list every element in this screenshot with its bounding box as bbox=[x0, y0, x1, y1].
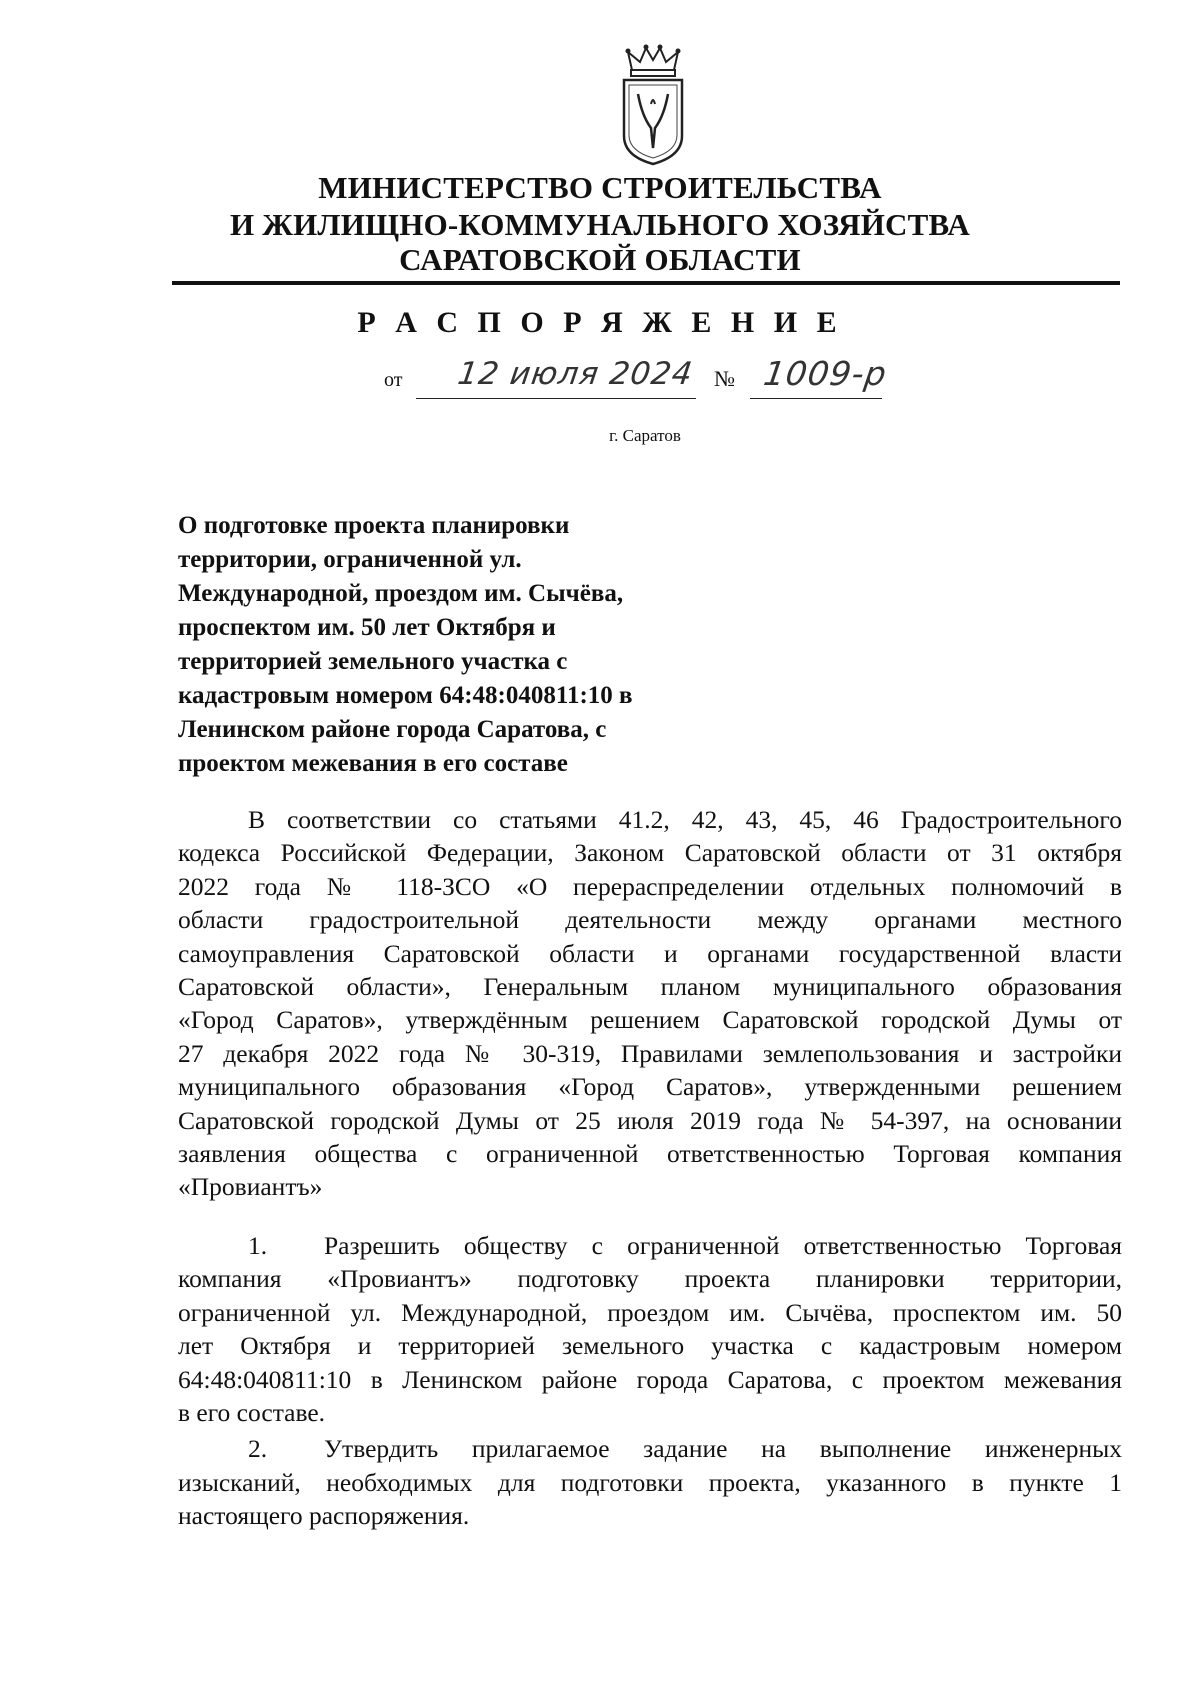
preamble-line: «Провиантъ» bbox=[178, 1172, 323, 1202]
preamble-paragraph bbox=[178, 803, 1122, 1204]
preamble-line: области градостроительной деятельности между органами местного bbox=[178, 905, 1122, 935]
number-underline bbox=[750, 398, 882, 399]
date-underline bbox=[416, 398, 696, 399]
preamble-line: 27 декабря 2022 года № 30-319, Правилами землепользования и застройки bbox=[178, 1038, 1122, 1068]
item-number: 1. bbox=[248, 1231, 268, 1260]
preamble-line: заявления общества с ограниченной ответственностью Торговая компания bbox=[178, 1139, 1122, 1169]
preamble-line: Саратовской городской Думы от 25 июля 2019 года № 54-397, на основании bbox=[178, 1105, 1122, 1135]
preamble-line: кодекса Российской Федерации, Законом Саратовской области от 31 октября bbox=[178, 838, 1122, 868]
header-rule bbox=[172, 281, 1120, 285]
org-name-line-2: И ЖИЛИЩНО-КОММУНАЛЬНОГО ХОЗЯЙСТВА bbox=[229, 207, 971, 242]
subject-line: проспектом им. 50 лет Октября и bbox=[178, 614, 556, 641]
item-line: Разрешить обществу с ограниченной ответственностью Торговая bbox=[324, 1231, 1122, 1260]
item-line: лет Октября и территорией земельного участка с кадастровым номером bbox=[178, 1331, 1122, 1361]
preamble-line: самоуправления Саратовской области и органами государственной власти bbox=[178, 938, 1122, 968]
subject-line: кадастровым номером 64:48:040811:10 в bbox=[178, 682, 633, 709]
item-line: настоящего распоряжения. bbox=[178, 1501, 470, 1531]
org-name-line-3: САРАТОВСКОЙ ОБЛАСТИ bbox=[399, 242, 801, 277]
subject-line: О подготовке проекта планировки bbox=[178, 512, 570, 539]
coat-of-arms-icon bbox=[618, 44, 688, 166]
item-line: Утвердить прилагаемое задание на выполнение инженерных bbox=[324, 1434, 1122, 1464]
preamble-line: «Город Саратов», утверждённым решением Саратовской городской Думы от bbox=[178, 1005, 1122, 1035]
order-item-2 bbox=[178, 1432, 1122, 1532]
number-label: № bbox=[714, 366, 735, 391]
handwritten-date: 12 июля 2024 bbox=[455, 356, 696, 392]
subject-line: Ленинском районе города Саратова, с bbox=[178, 716, 607, 743]
subject-line: Международной, проездом им. Сычёва, bbox=[178, 580, 624, 607]
order-item-1 bbox=[178, 1229, 1122, 1429]
document-type: Р А С П О Р Я Ж Е Н И Е bbox=[357, 306, 843, 339]
preamble-line: 2022 года № 118-ЗСО «О перераспределении отдельных полномочий в bbox=[178, 871, 1122, 901]
subject-line: проектом межевания в его составе bbox=[178, 750, 568, 777]
city: г. Саратов bbox=[609, 426, 681, 445]
date-label: от bbox=[384, 369, 403, 391]
item-line: компания «Провиантъ» подготовку проекта планировки территории, bbox=[178, 1264, 1122, 1294]
preamble-line: муниципального образования «Город Саратов», утвержденными решением bbox=[178, 1072, 1122, 1102]
order-items bbox=[178, 1229, 1122, 1533]
document-subject bbox=[178, 509, 698, 781]
preamble-line: В соответствии со статьями 41.2, 42, 43, 45, 46 Градостроительного bbox=[248, 805, 1122, 834]
item-line: 64:48:040811:10 в Ленинском районе города Саратова, с проектом межевания bbox=[178, 1364, 1122, 1394]
item-line: в его составе. bbox=[178, 1398, 326, 1428]
subject-line: территории, ограниченной ул. bbox=[178, 546, 522, 573]
item-line: ограниченной ул. Международной, проездом им. Сычёва, проспектом им. 50 bbox=[178, 1297, 1122, 1327]
handwritten-number: 1009-р bbox=[761, 354, 890, 393]
item-line: изысканий, необходимых для подготовки проекта, указанного в пункте 1 bbox=[178, 1467, 1122, 1497]
org-name-line-1: МИНИСТЕРСТВО СТРОИТЕЛЬСТВА bbox=[318, 170, 882, 205]
subject-line: территорией земельного участка с bbox=[178, 648, 568, 675]
preamble-line: Саратовской области», Генеральным планом муниципального образования bbox=[178, 972, 1122, 1002]
item-number: 2. bbox=[248, 1434, 268, 1464]
